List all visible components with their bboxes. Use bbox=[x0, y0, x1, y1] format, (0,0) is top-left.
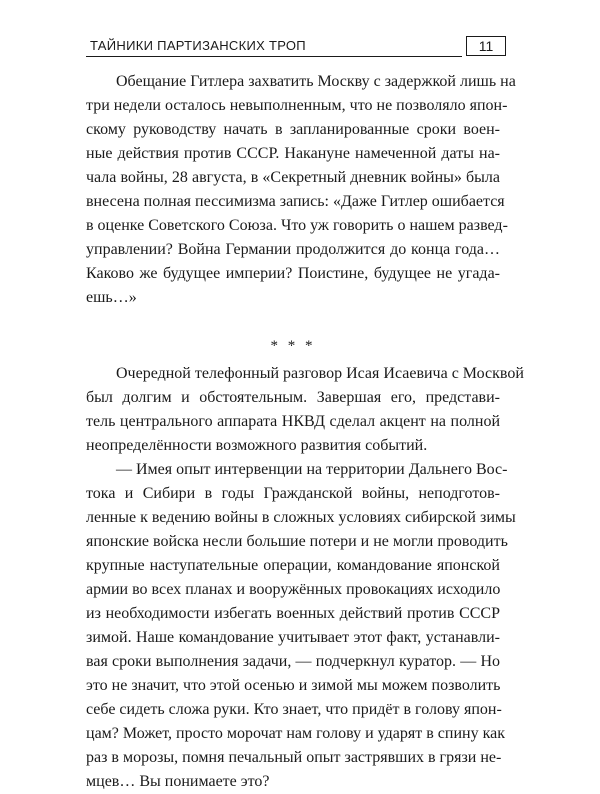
text-line: ные действия против СССР. Накануне намеченной даты на- bbox=[86, 145, 500, 162]
paragraph bbox=[86, 362, 524, 458]
text-line: Очередной телефонный разговор Исая Исаевича с Москвой bbox=[116, 365, 524, 382]
page-number: 11 bbox=[466, 36, 506, 56]
text-line: был долгим и обстоятельным. Завершая его, представи- bbox=[86, 389, 500, 406]
text-line: тока и Сибири в годы Гражданской войны, неподготов- bbox=[86, 485, 500, 502]
text-line: в оценке Советского Союза. Что уж говорить о нашем развед- bbox=[86, 217, 508, 234]
paragraph bbox=[86, 458, 516, 794]
text-line: это не значит, что этой осенью и зимой мы можем позволить bbox=[86, 677, 501, 694]
text-line: себе сидеть сложа руки. Кто знает, что придёт в голову япон- bbox=[86, 701, 502, 718]
text-line: цам? Может, просто морочат нам голову и ударят в спину как bbox=[86, 725, 505, 742]
text-line: неопределённости возможного развития событий. bbox=[86, 437, 428, 454]
paragraph bbox=[86, 70, 516, 310]
text-line: ленные к ведению войны в сложных условиях сибирской зимы bbox=[86, 509, 516, 526]
header-rule bbox=[86, 56, 462, 57]
section-separator: * * * bbox=[270, 338, 316, 354]
text-line: крупные наступательные операции, командование японской bbox=[86, 557, 500, 574]
body-text bbox=[86, 70, 524, 794]
text-line: управлении? Война Германии продолжится до конца года… bbox=[86, 241, 500, 258]
text-line: японские войска несли большие потери и не могли проводить bbox=[86, 533, 508, 550]
text-line: чала войны, 28 августа, в «Секретный дневник войны» была bbox=[86, 169, 500, 186]
text-line: мцев… Вы понимаете это? bbox=[86, 773, 270, 790]
text-line: ешь…» bbox=[86, 289, 137, 306]
text-line: внесена полная пессимизма запись: «Даже Гитлер ошибается bbox=[86, 193, 505, 210]
text-line: из необходимости избегать военных действий против СССР bbox=[86, 605, 500, 622]
text-line: Каково же будущее империи? Поистине, будущее не угада- bbox=[86, 265, 500, 282]
text-line: три недели осталось невыполненным, что не позволяло япон- bbox=[86, 97, 508, 114]
text-line: скому руководству начать в запланированные сроки воен- bbox=[86, 121, 500, 138]
running-title: ТАЙНИКИ ПАРТИЗАНСКИХ ТРОП bbox=[90, 38, 306, 53]
text-line: тель центрального аппарата НКВД сделал акцент на полной bbox=[86, 413, 500, 430]
text-line: вая сроки выполнения задачи, — подчеркнул куратор. — Но bbox=[86, 653, 500, 670]
running-header bbox=[86, 36, 508, 58]
text-line: армии во всех планах и вооружённых провокациях исходило bbox=[86, 581, 501, 598]
text-line: — Имея опыт интервенции на территории Дальнего Вос- bbox=[116, 461, 508, 478]
text-line: раз в морозы, помня печальный опыт застрявших в грязи не- bbox=[86, 749, 502, 766]
text-line: зимой. Наше командование учитывает этот факт, устанавли- bbox=[86, 629, 500, 646]
text-line: Обещание Гитлера захватить Москву с задержкой лишь на bbox=[116, 73, 516, 90]
